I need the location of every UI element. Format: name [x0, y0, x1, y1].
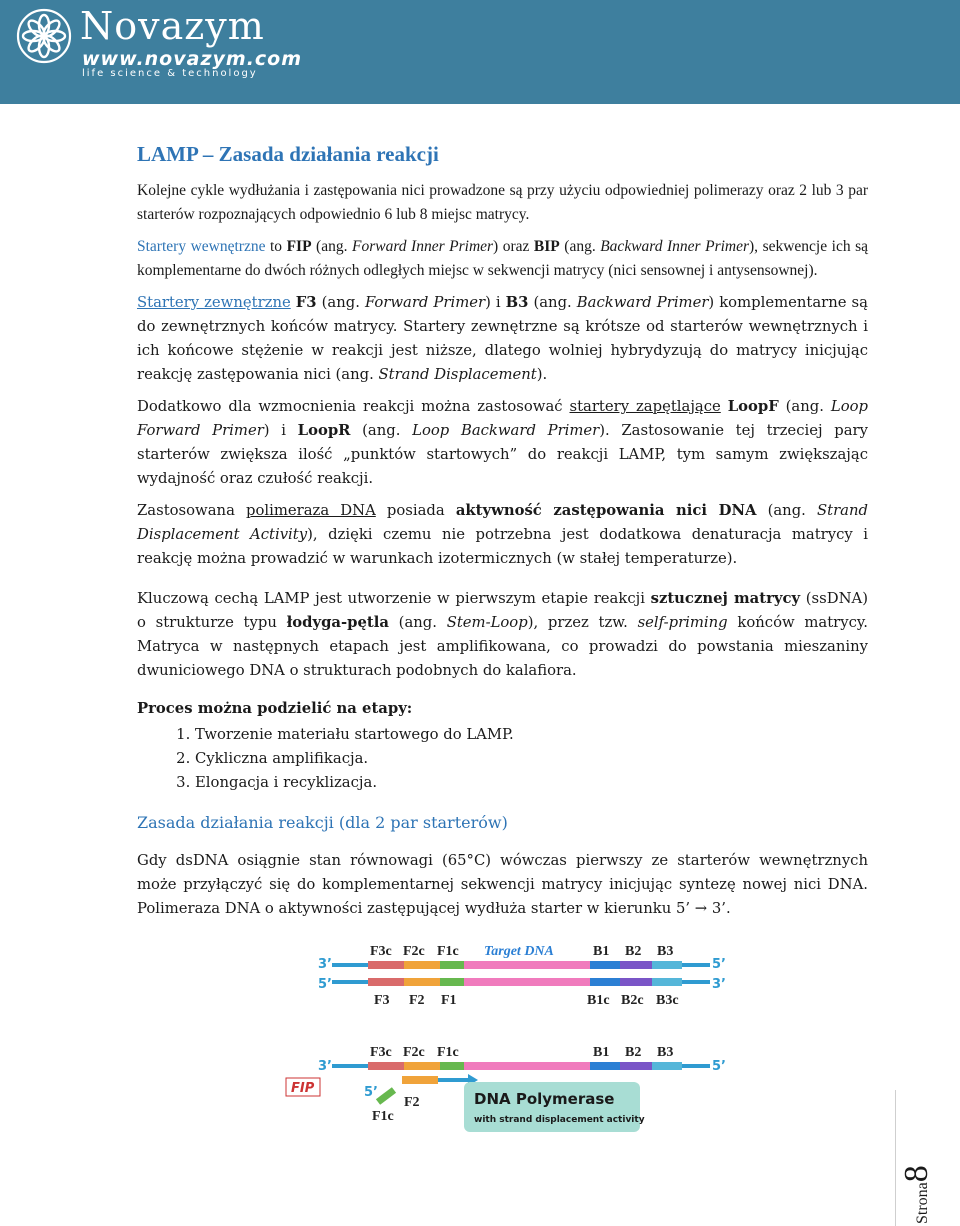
polymerase-title: DNA Polymerase	[474, 1090, 615, 1108]
paragraph-loop-primers: Dodatkowo dla wzmocnienia reakcji można zastosować startery zapętlające LoopF (ang. Loop Forward Primer) i LoopR (ang. Loop Backward Primer). Zastosowanie tej trzeciej pary starterów zwiększa ilość „punktów startowych” do reakcji LAMP, tym samym zwiększając wydajność oraz czułość reakcji.	[137, 398, 868, 487]
segment-b3	[652, 961, 682, 969]
strand-end-label: 3’	[318, 957, 332, 972]
segment-target	[464, 1062, 590, 1070]
term-loopr: LoopR	[297, 422, 351, 439]
segment-b1c	[590, 978, 620, 986]
term-fip: FIP	[286, 238, 312, 255]
strand-end-label: 3’	[712, 977, 726, 992]
header-banner	[0, 0, 960, 104]
label-target-dna: Target DNA	[484, 944, 554, 959]
paragraph-outer-primers: Startery zewnętrzne F3 (ang. Forward Primer) i B3 (ang. Backward Primer) komplementarne są do zewnętrznych końców matrycy. Startery zewnętrzne są krótsze od starterów wewnętrznych i ich końcowe stężenie w reakcji jest niższe, dlatego wolniej hybrydyzują do matrycy inicjując reakcję zastępowania nici (ang. Strand Displacement).	[137, 294, 868, 383]
label-b1: B1	[593, 944, 610, 959]
term-loopf: LoopF	[727, 398, 779, 415]
strand-end-label: 5’	[712, 957, 726, 972]
list-item: 1. Tworzenie materiału startowego do LAMP.	[195, 723, 868, 747]
fip-primer-loop	[378, 1090, 394, 1102]
segment-f1	[440, 978, 464, 986]
brand-tagline: life science & technology	[82, 68, 258, 79]
strand-end-label: 5’	[712, 1059, 726, 1074]
segment-b2	[620, 961, 652, 969]
term-artificial-matrix: sztucznej matrycy	[650, 590, 801, 607]
term-outer-primers: Startery zewnętrzne	[137, 294, 291, 311]
label-f2c: F2c	[403, 944, 425, 959]
segment-f2c	[404, 1062, 440, 1070]
label-f1: F1	[441, 993, 457, 1008]
segment-target-complement	[464, 978, 590, 986]
segment-b2c	[620, 978, 652, 986]
paragraph-mechanism: Gdy dsDNA osiągnie stan równowagi (65°C) wówczas pierwszy ze starterów wewnętrznych może przyłączyć się do komplementarnej sekwencji matrycy inicjując syntezę nowej nici DNA. Polimeraza DNA o aktywności zastępującej wydłuża starter w kierunku 5’ → 3’.	[137, 852, 868, 917]
label-f1c: F1c	[437, 944, 459, 959]
term-inner-primers: Startery wewnętrzne	[137, 238, 266, 255]
segment-target	[464, 961, 590, 969]
list-item: 2. Cykliczna amplifikacja.	[195, 747, 868, 771]
segment-f2c	[404, 961, 440, 969]
paragraph-intro: Kolejne cykle wydłużania i zastępowania nici prowadzone są przy użyciu odpowiedniej polimerazy oraz 2 lub 3 par starterów rozpoznających odpowiednio 6 lub 8 miejsc matrycy.	[137, 182, 868, 223]
primer-f2	[402, 1076, 438, 1084]
section-title: Zasada działania reakcji (dla 2 par starterów)	[137, 813, 508, 832]
term-b3: B3	[505, 294, 529, 311]
primer-end-label: 5’	[364, 1085, 378, 1100]
stages-list	[137, 723, 868, 795]
brand-website[interactable]: www.novazym.com	[82, 48, 303, 70]
document-body	[137, 141, 868, 929]
label-f2: F2	[409, 993, 425, 1008]
page-label: Strona	[914, 1182, 931, 1224]
primer-f2-label: F2	[404, 1095, 420, 1110]
segment-b2	[620, 1062, 652, 1070]
label-b2: B2	[625, 944, 642, 959]
strand-end-label: 5’	[318, 977, 332, 992]
segment-f3	[368, 978, 404, 986]
polymerase-subtitle: with strand displacement activity	[474, 1115, 645, 1125]
label-b2: B2	[625, 1045, 642, 1060]
paragraph-stem-loop: Kluczową cechą LAMP jest utworzenie w pierwszym etapie reakcji sztucznej matrycy (ssDNA) o strukturze typu łodyga-pętla (ang. Stem-Loop), przez tzw. self-priming końców matrycy. Matryca w następnych etapach jest amplifikowana, co prowadzi do powstania mieszaniny dwuniciowego DNA o strukturach podobnych do kalafiora.	[137, 590, 868, 679]
segment-f2	[404, 978, 440, 986]
term-loop-primers: startery zapętlające	[569, 398, 721, 415]
page-number-value: 8	[898, 1165, 935, 1183]
label-b3: B3	[657, 1045, 674, 1060]
primer-f1c-label: F1c	[372, 1109, 394, 1124]
term-bip: BIP	[533, 238, 560, 255]
segment-f3c	[368, 961, 404, 969]
label-b1c: B1c	[587, 993, 610, 1008]
segment-b1	[590, 1062, 620, 1070]
term-stem-loop: łodyga-pętla	[286, 614, 389, 631]
paragraph-polymerase: Zastosowana polimeraza DNA posiada aktywność zastępowania nici DNA (ang. Strand Displacement Activity), dzięki czemu nie potrzebna jest dodatkowa denaturacja matrycy i reakcję można prowadzić w warunkach izotermicznych (w stałej temperaturze).	[137, 502, 868, 567]
segment-b1	[590, 961, 620, 969]
fip-label: FIP	[291, 1081, 315, 1096]
strand-end-label: 3’	[318, 1059, 332, 1074]
page-title: LAMP – Zasada działania reakcji	[137, 142, 439, 166]
segment-f1c	[440, 1062, 464, 1070]
segment-f1c	[440, 961, 464, 969]
label-f2c: F2c	[403, 1045, 425, 1060]
lamp-primer-diagram	[282, 940, 742, 1220]
label-f1c: F1c	[437, 1045, 459, 1060]
label-b2c: B2c	[621, 993, 644, 1008]
segment-b3	[652, 1062, 682, 1070]
label-b1: B1	[593, 1045, 610, 1060]
paragraph-inner-primers: Startery wewnętrzne to FIP (ang. Forward Inner Primer) oraz BIP (ang. Backward Inner Primer), sekwencje ich są komplementarne do dwóch różnych odległych miejsc w sekwencji matrycy (nici sensownej i antysensownej).	[137, 238, 868, 279]
flower-logo-icon	[16, 8, 72, 64]
term-polymerase: polimeraza DNA	[246, 502, 376, 519]
label-f3: F3	[374, 993, 390, 1008]
label-b3: B3	[657, 944, 674, 959]
segment-b3c	[652, 978, 682, 986]
term-f3: F3	[295, 294, 317, 311]
brand-name: Novazym	[80, 4, 265, 48]
term-displacement-activity: aktywność zastępowania nici DNA	[455, 502, 757, 519]
label-f3c: F3c	[370, 1045, 392, 1060]
stages-heading: Proces można podzielić na etapy:	[137, 700, 413, 717]
page-number	[895, 1090, 936, 1226]
label-f3c: F3c	[370, 944, 392, 959]
list-item: 3. Elongacja i recyklizacja.	[195, 771, 868, 795]
label-b3c: B3c	[656, 993, 679, 1008]
segment-f3c	[368, 1062, 404, 1070]
